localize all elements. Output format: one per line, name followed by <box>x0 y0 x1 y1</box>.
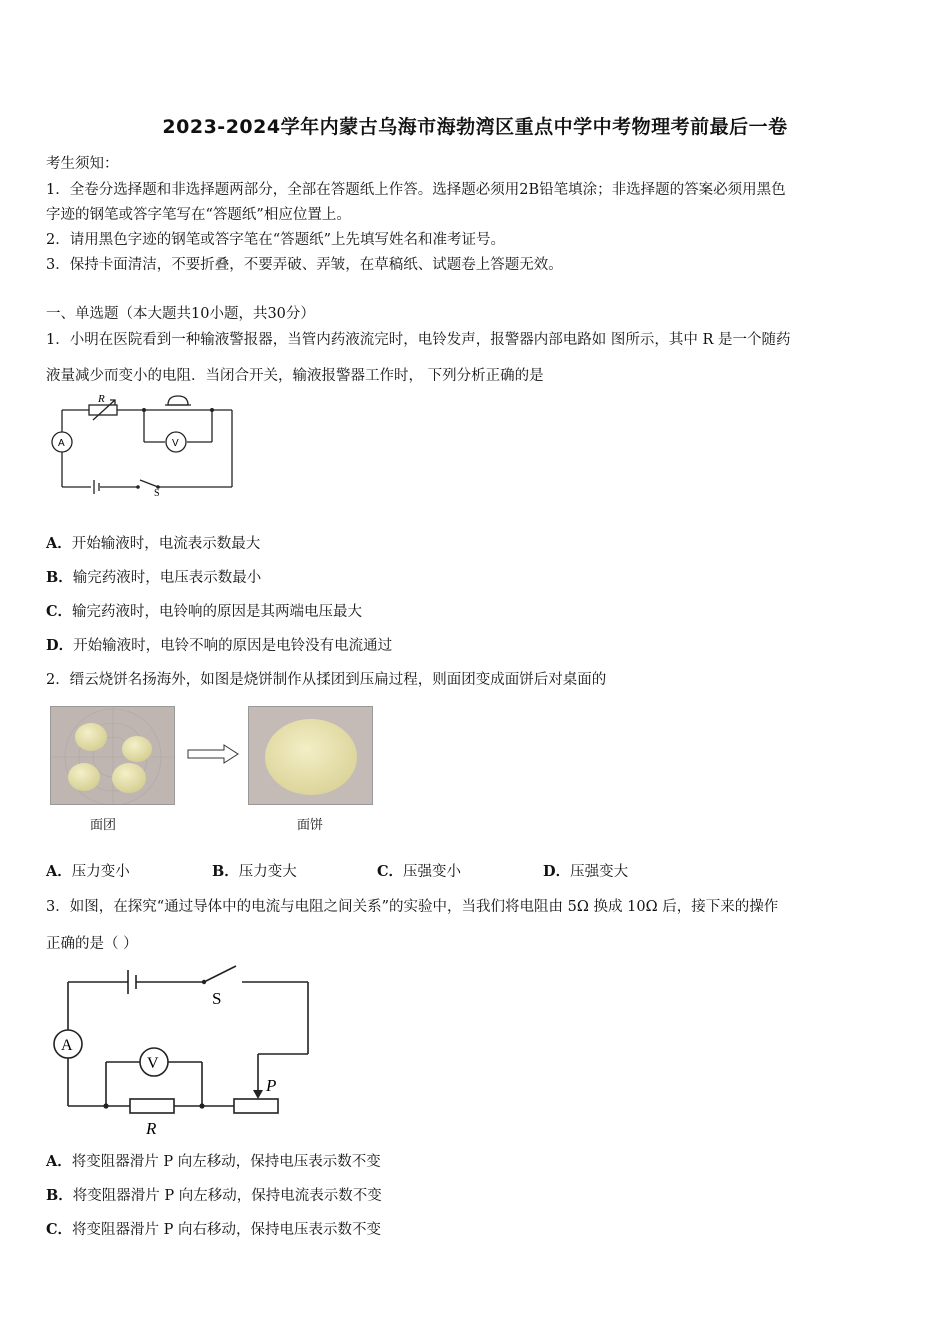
switch-label: S <box>212 989 222 1008</box>
ammeter-label: A <box>58 438 65 449</box>
question-1-text: 1．小明在医院看到一种输液警报器，当管内药液流完时，电铃发声，报警器内部电路如 图所示，其中 R 是一个随药 <box>46 332 791 348</box>
notice-line: 2．请用黑色字迹的钢笔或答字笔在“答题纸”上先填写姓名和准考证号。 <box>46 232 506 248</box>
question-1-text: 液量减少而变小的电阻．当闭合开关，输液报警器工作时， 下列分析正确的是 <box>46 368 544 384</box>
question-3-text: 正确的是（ ） <box>46 936 138 952</box>
option[interactable]: A．开始输液时，电流表示数最大 <box>46 535 261 552</box>
notice-line: 3．保持卡面清洁，不要折叠，不要弄破、弄皱，在草稿纸、试题卷上答题无效。 <box>46 257 563 273</box>
switch-label: S <box>154 488 160 499</box>
ammeter-label: A <box>61 1037 73 1054</box>
option[interactable]: B．压力变大 <box>212 863 297 880</box>
resistor-label: R <box>146 1119 157 1138</box>
flat-dough-image <box>248 706 373 805</box>
image-caption: 面饼 <box>297 818 324 833</box>
voltmeter-label: V <box>147 1055 159 1072</box>
question-3-circuit-diagram <box>44 962 324 1142</box>
question-1-circuit-diagram <box>46 392 246 502</box>
option[interactable]: C．将变阻器滑片 P 向右移动，保持电压表示数不变 <box>46 1221 382 1238</box>
option[interactable]: A．将变阻器滑片 P 向左移动，保持电压表示数不变 <box>46 1153 381 1170</box>
voltmeter-label: V <box>172 438 179 449</box>
option[interactable]: B．将变阻器滑片 P 向左移动，保持电流表示数不变 <box>46 1187 382 1204</box>
slider-label: P <box>266 1076 277 1095</box>
option[interactable]: C．输完药液时，电铃响的原因是其两端电压最大 <box>46 603 363 620</box>
image-caption: 面团 <box>90 818 117 833</box>
dough-balls-image <box>50 706 175 805</box>
question-3-text: 3．如图，在探究“通过导体中的电流与电阻之间关系”的实验中，当我们将电阻由 5Ω 换成 10Ω 后，接下来的操作 <box>46 899 779 915</box>
arrow-icon <box>186 744 240 764</box>
option[interactable]: A．压力变小 <box>46 863 130 880</box>
resistor-label: R <box>98 393 105 405</box>
option[interactable]: B．输完药液时，电压表示数最小 <box>46 569 262 586</box>
option[interactable]: C．压强变小 <box>377 863 462 880</box>
option[interactable]: D．压强变大 <box>543 863 629 880</box>
notice-line: 字迹的钢笔或答字笔写在“答题纸”相应位置上。 <box>46 207 351 223</box>
notice-heading: 考生须知： <box>46 156 119 172</box>
notice-line: 1．全卷分选择题和非选择题两部分，全部在答题纸上作答。选择题必须用2B铅笔填涂；非选择题的答案必须用黑色 <box>46 182 786 198</box>
option[interactable]: D．开始输液时，电铃不响的原因是电铃没有电流通过 <box>46 637 393 654</box>
page-title: 2023-2024学年内蒙古乌海市海勃湾区重点中学中考物理考前最后一卷 <box>162 116 788 138</box>
question-2-text: 2．缙云烧饼名扬海外，如图是烧饼制作从揉团到压扁过程，则面团变成面饼后对桌面的 <box>46 672 607 688</box>
section-heading: 一、单选题（本大题共10小题，共30分） <box>46 306 315 322</box>
